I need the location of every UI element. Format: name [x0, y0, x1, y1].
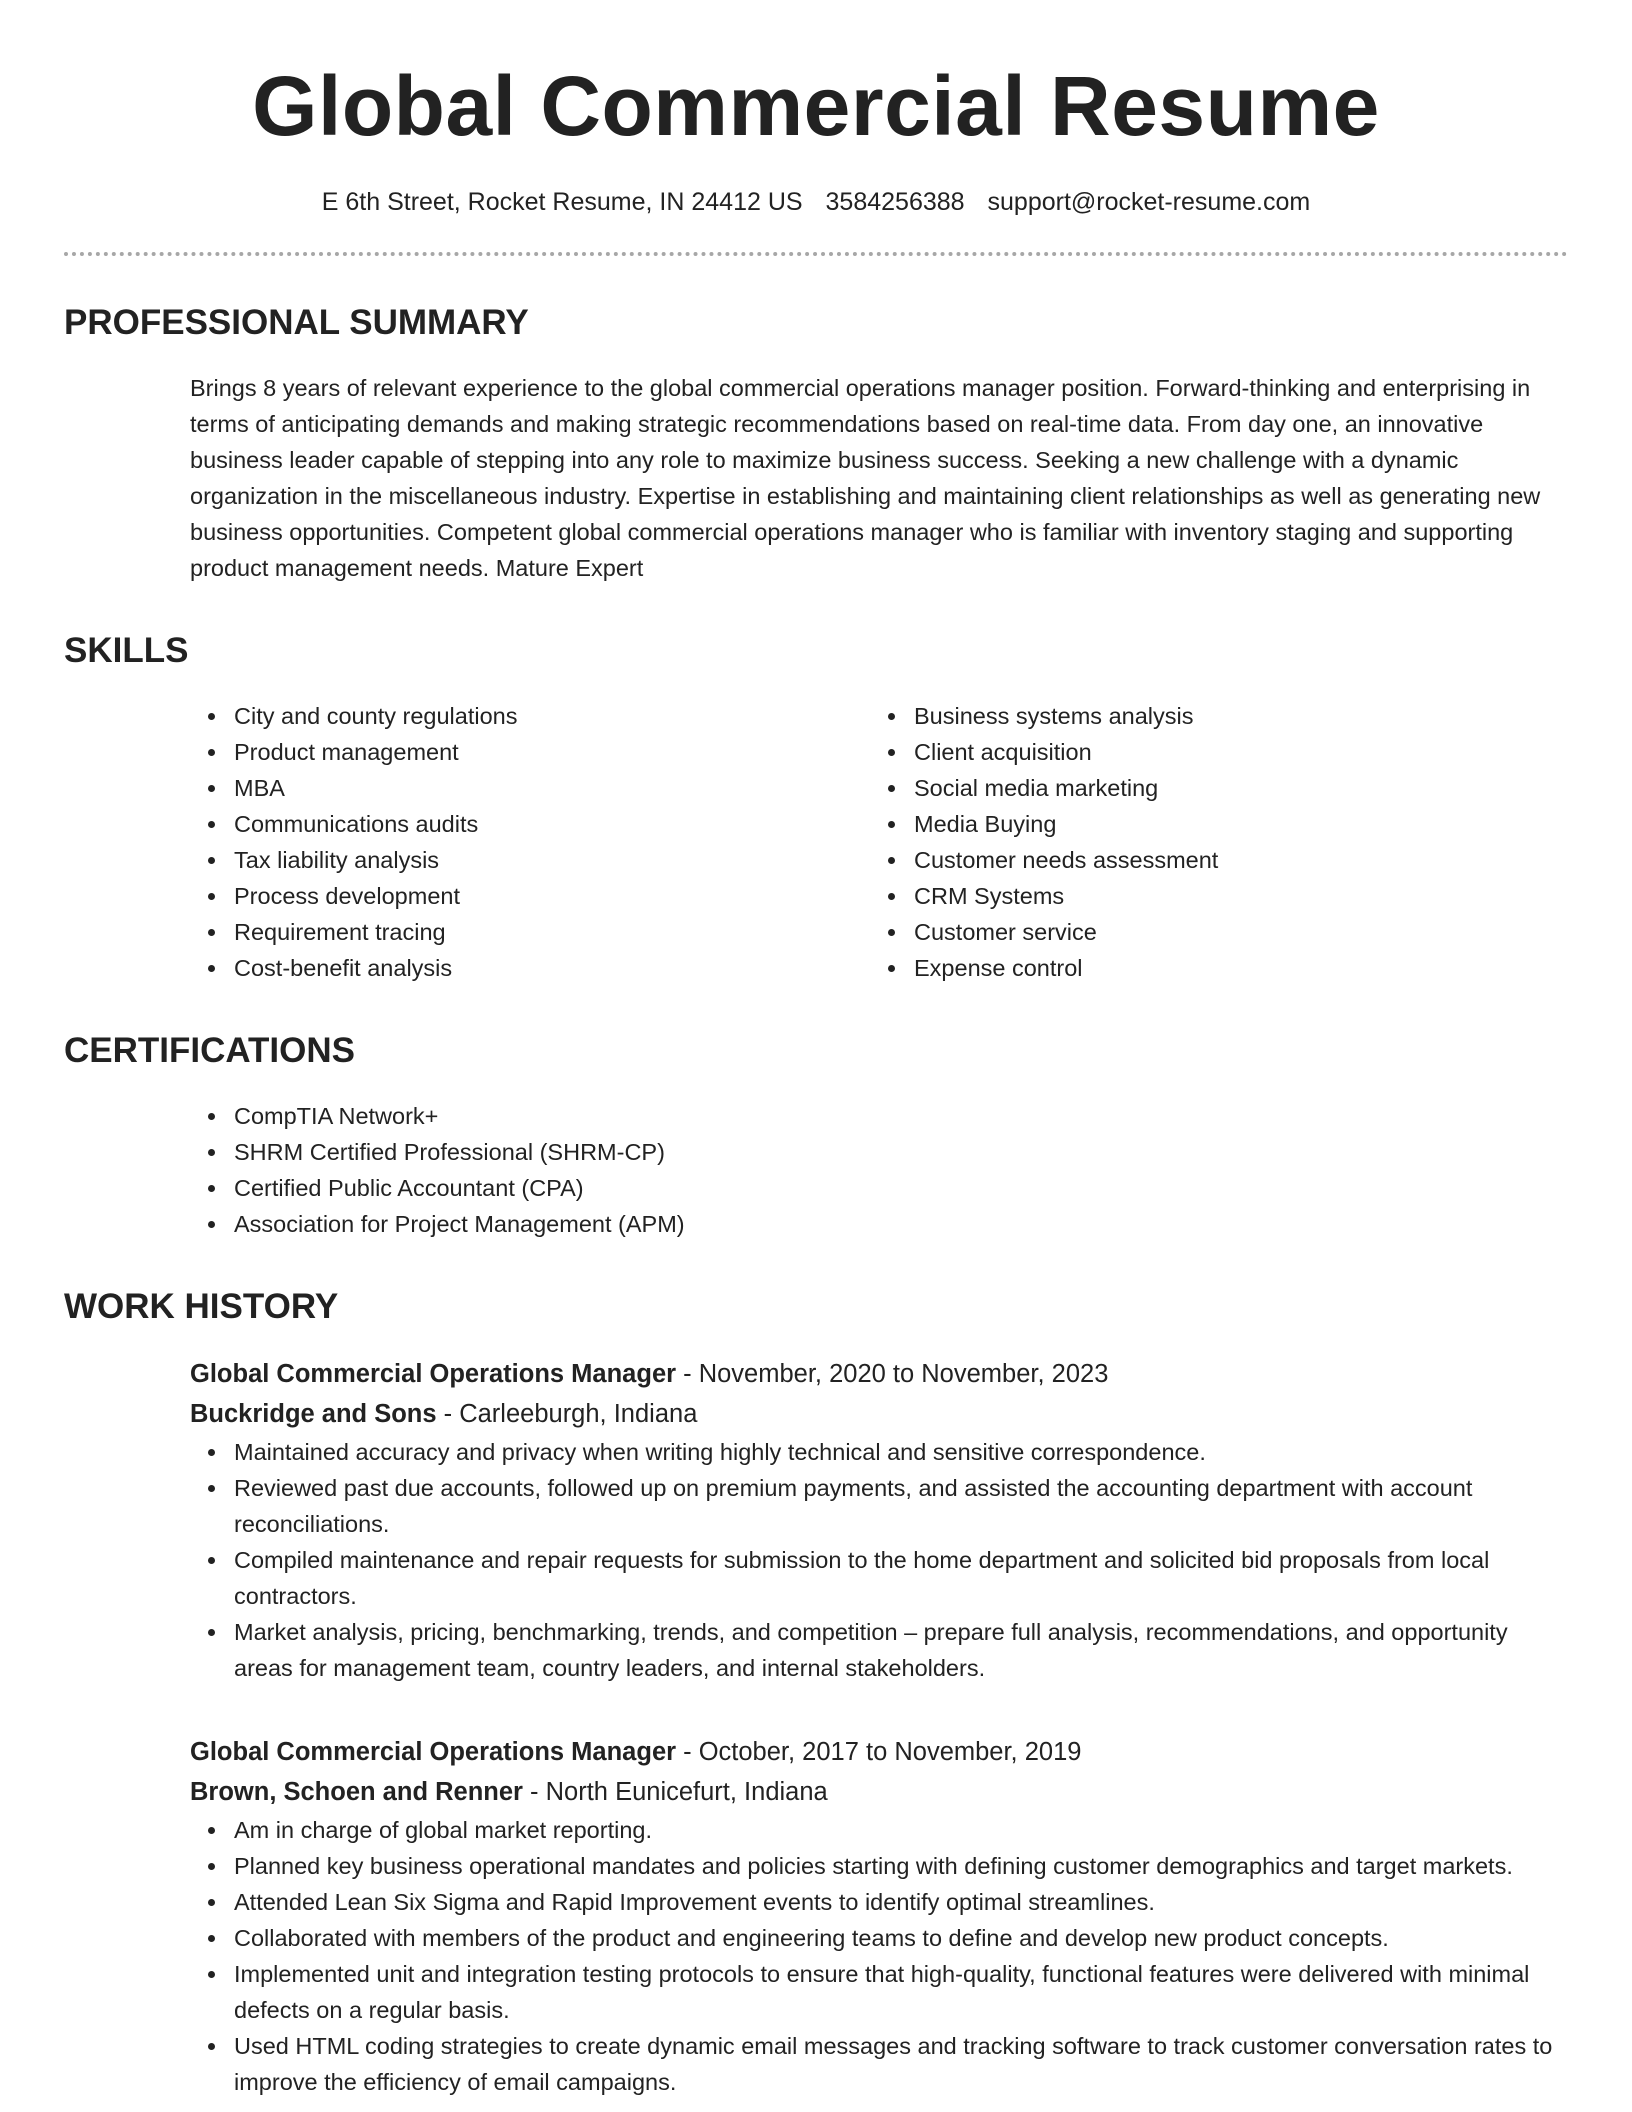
- list-item: Tax liability analysis: [234, 842, 870, 878]
- job-bullets: [190, 1812, 1568, 2100]
- skills-heading: SKILLS: [64, 631, 189, 670]
- list-item: Product management: [234, 734, 870, 770]
- certifications-list: [190, 1098, 1568, 1242]
- work-history-section: [64, 1286, 1568, 2100]
- skills-column-right: [870, 698, 1550, 986]
- job-company: Brown, Schoen and Renner: [190, 1778, 523, 1806]
- contact-line: [64, 186, 1568, 218]
- job-role: Global Commercial Operations Manager: [190, 1738, 677, 1766]
- job-role: Global Commercial Operations Manager: [190, 1360, 677, 1388]
- skills-column-left: [190, 698, 870, 986]
- work-history-heading: WORK HISTORY: [64, 1287, 339, 1326]
- list-item: Business systems analysis: [914, 698, 1550, 734]
- summary-text: Brings 8 years of relevant experience to the global commercial operations manager position. Forward-thinking and enterprising in terms of anticipating demands and making strategic recommendations based on real-time data. From day one, an innovative business leader capable of stepping into any role to maximize business success. Seeking a new challenge with a dynamic organization in the miscellaneous industry. Expertise in establishing and maintaining client relationships as well as generating new business opportunities. Competent global commercial operations manager who is familiar with inventory staging and supporting product management needs. Mature Expert: [190, 375, 1541, 581]
- job-entry: [64, 1354, 1568, 1686]
- list-item: Certified Public Accountant (CPA): [234, 1170, 1568, 1206]
- list-item: Social media marketing: [914, 770, 1550, 806]
- job-title-line: [190, 1354, 1568, 1394]
- certifications-list-wrap: [64, 1098, 1568, 1242]
- job-company-line: [190, 1772, 1568, 1812]
- list-item: Implemented unit and integration testing protocols to ensure that high-quality, functional features were delivered with minimal defects on a regular basis.: [234, 1956, 1568, 2028]
- job-title-line: [190, 1732, 1568, 1772]
- skills-list-left: [190, 698, 870, 986]
- list-item: Cost-benefit analysis: [234, 950, 870, 986]
- list-item: Used HTML coding strategies to create dynamic email messages and tracking software to track customer conversation rates to improve the efficiency of email campaigns.: [234, 2028, 1568, 2100]
- job-entry: [64, 1732, 1568, 2100]
- list-item: Client acquisition: [914, 734, 1550, 770]
- job-company: Buckridge and Sons: [190, 1400, 437, 1428]
- list-item: Association for Project Management (APM): [234, 1206, 1568, 1242]
- contact-address: E 6th Street, Rocket Resume, IN 24412 US: [321, 188, 803, 216]
- skills-columns: [64, 698, 1568, 986]
- list-item: SHRM Certified Professional (SHRM-CP): [234, 1134, 1568, 1170]
- list-item: Customer service: [914, 914, 1550, 950]
- summary-section: [64, 302, 1568, 586]
- certifications-heading: CERTIFICATIONS: [64, 1031, 356, 1070]
- resume-header: [64, 0, 1568, 218]
- list-item: Media Buying: [914, 806, 1550, 842]
- skills-section: [64, 630, 1568, 986]
- list-item: Customer needs assessment: [914, 842, 1550, 878]
- summary-heading: PROFESSIONAL SUMMARY: [64, 303, 529, 342]
- job-bullets: [190, 1434, 1568, 1686]
- list-item: Market analysis, pricing, benchmarking, trends, and competition – prepare full analysis, recommendations, and opportunity areas for management team, country leaders, and internal stakeholders.: [234, 1614, 1568, 1686]
- list-item: Maintained accuracy and privacy when writing highly technical and sensitive correspondence.: [234, 1434, 1568, 1470]
- list-item: Requirement tracing: [234, 914, 870, 950]
- list-item: CompTIA Network+: [234, 1098, 1568, 1134]
- list-item: MBA: [234, 770, 870, 806]
- list-item: Process development: [234, 878, 870, 914]
- list-item: Reviewed past due accounts, followed up on premium payments, and assisted the accounting department with account reconciliations.: [234, 1470, 1568, 1542]
- list-item: Expense control: [914, 950, 1550, 986]
- list-item: Communications audits: [234, 806, 870, 842]
- list-item: Attended Lean Six Sigma and Rapid Improvement events to identify optimal streamlines.: [234, 1884, 1568, 1920]
- skills-list-right: [870, 698, 1550, 986]
- list-item: Collaborated with members of the product and engineering teams to define and develop new product concepts.: [234, 1920, 1568, 1956]
- certifications-section: [64, 1030, 1568, 1242]
- resume-title: Global Commercial Resume: [252, 59, 1380, 153]
- list-item: Planned key business operational mandates and policies starting with defining customer demographics and target markets.: [234, 1848, 1568, 1884]
- contact-phone: 3584256388: [825, 188, 965, 216]
- contact-email: support@rocket-resume.com: [987, 188, 1311, 216]
- header-divider: [64, 252, 1568, 256]
- list-item: City and county regulations: [234, 698, 870, 734]
- job-company-line: [190, 1394, 1568, 1434]
- job-location: - Carleeburgh, Indiana: [436, 1400, 698, 1428]
- list-item: Compiled maintenance and repair requests for submission to the home department and solicited bid proposals from local contractors.: [234, 1542, 1568, 1614]
- job-dates: - October, 2017 to November, 2019: [676, 1738, 1082, 1766]
- list-item: CRM Systems: [914, 878, 1550, 914]
- job-dates: - November, 2020 to November, 2023: [676, 1360, 1109, 1388]
- job-location: - North Eunicefurt, Indiana: [522, 1778, 828, 1806]
- list-item: Am in charge of global market reporting.: [234, 1812, 1568, 1848]
